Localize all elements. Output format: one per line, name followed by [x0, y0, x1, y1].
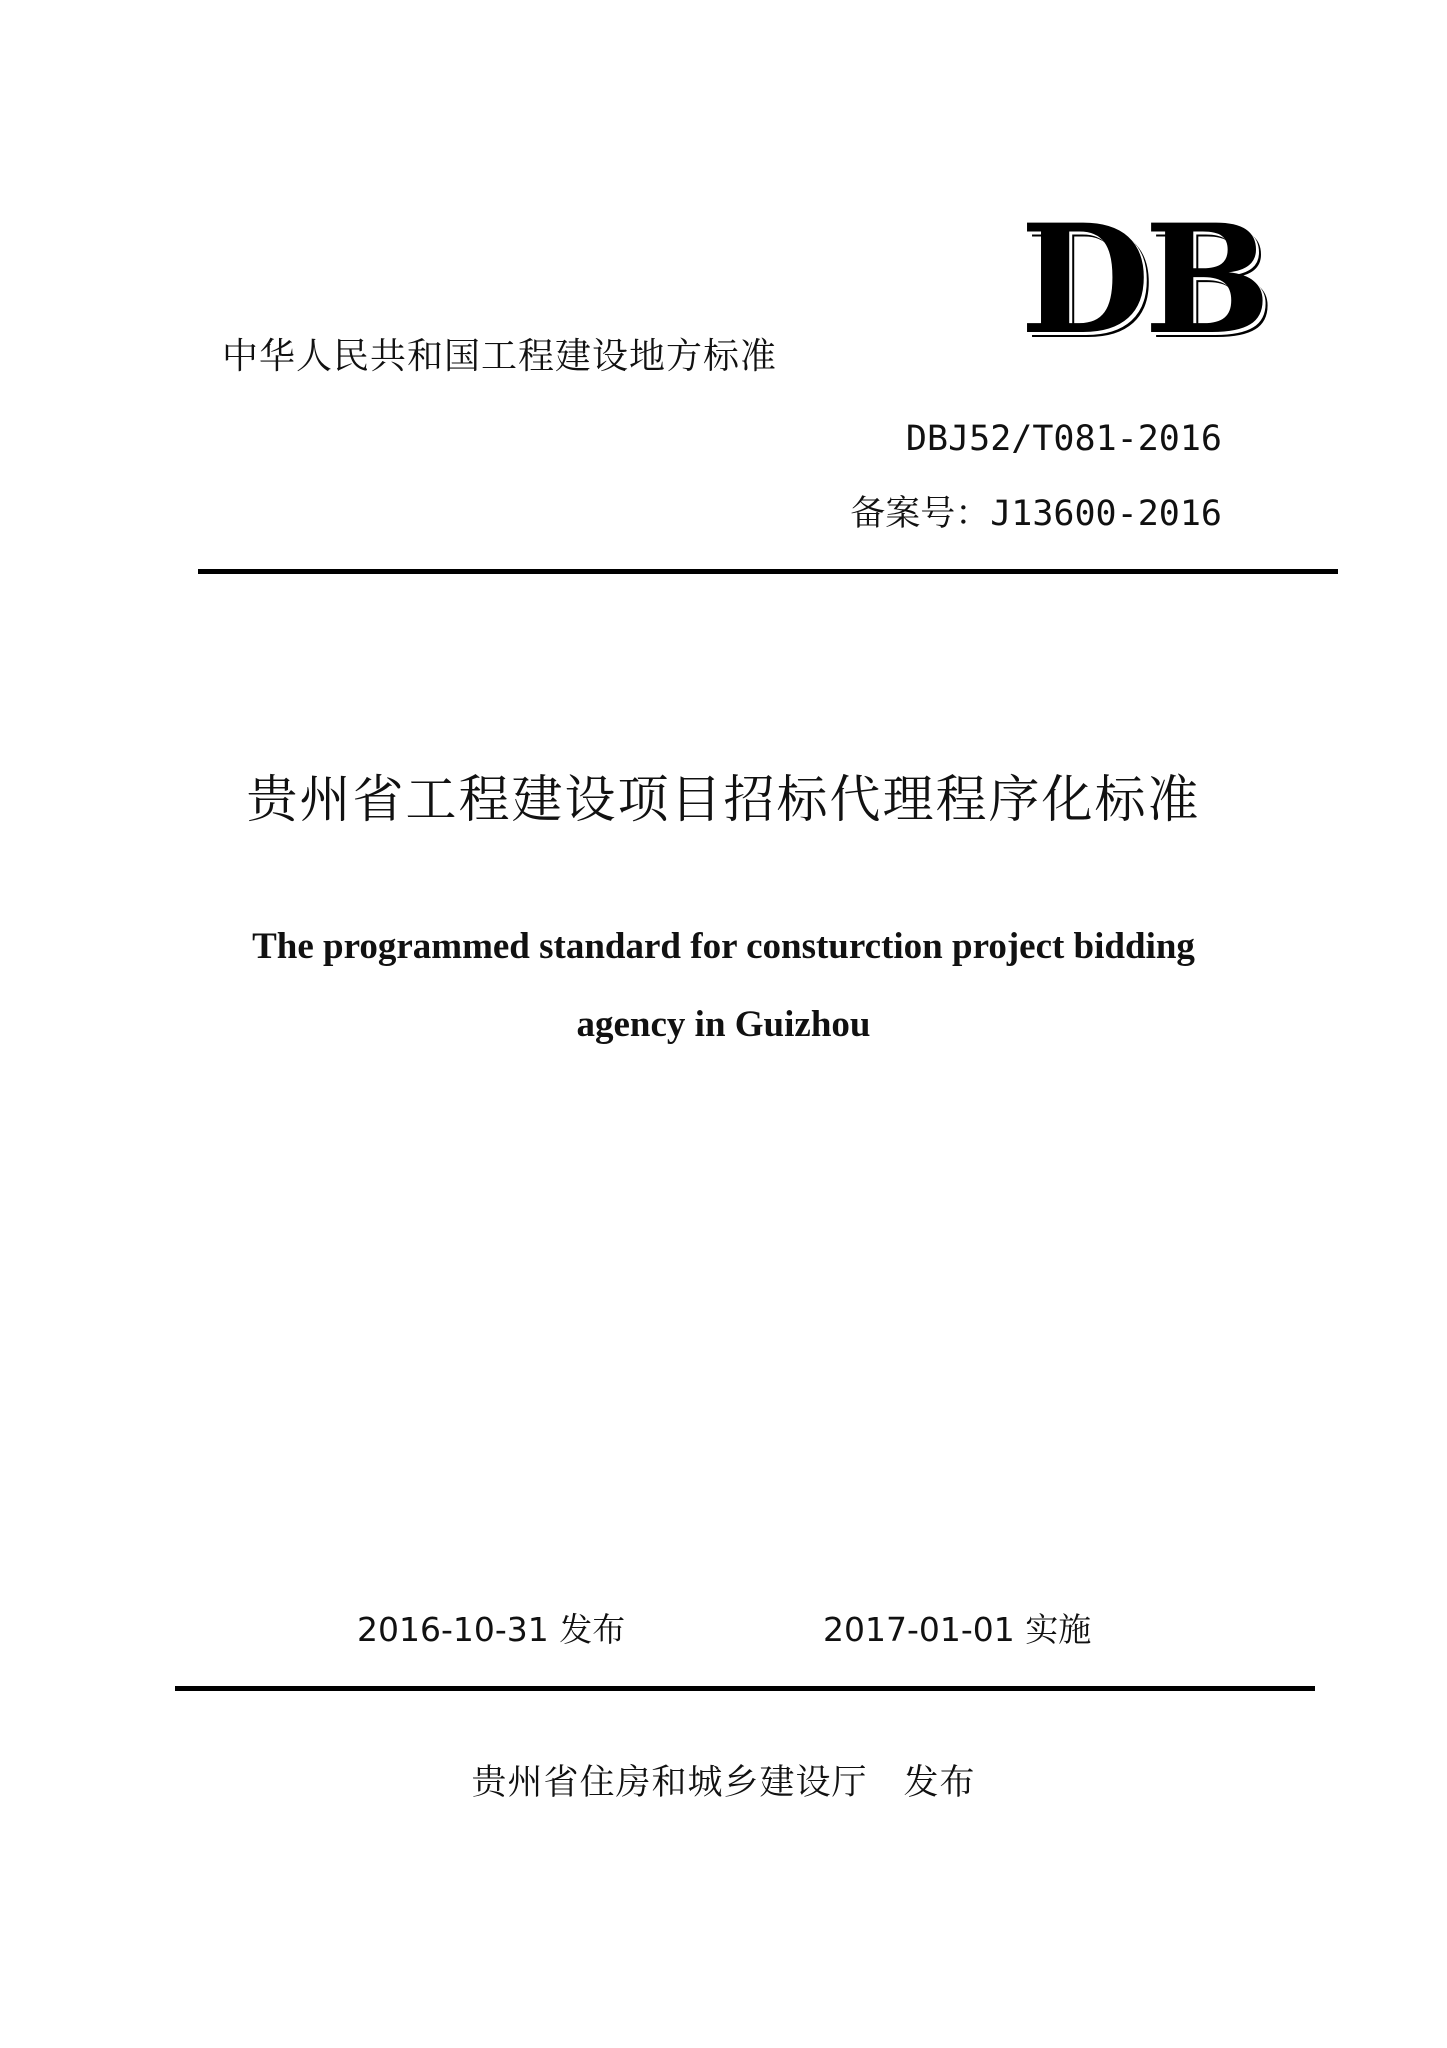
- title-english-line1: The programmed standard for consturction project bidding: [252, 926, 1195, 967]
- standard-category: 中华人民共和国工程建设地方标准: [222, 336, 778, 377]
- top-divider: [198, 569, 1338, 574]
- title-english-line2: agency in Guizhou: [576, 1004, 871, 1045]
- implement-date: 2017-01-01 实施: [823, 1610, 1092, 1649]
- standard-number: DBJ52/T081-2016: [905, 419, 1222, 459]
- bottom-divider: [175, 1686, 1315, 1691]
- issue-date: 2016-10-31 发布: [357, 1610, 626, 1649]
- filing-number: 备案号：J13600-2016: [850, 494, 1222, 534]
- publisher: 贵州省住房和城乡建设厅 发布: [471, 1763, 976, 1803]
- title-chinese: 贵州省工程建设项目招标代理程序化标准: [246, 771, 1201, 830]
- db-logo: DB: [1020, 192, 1265, 368]
